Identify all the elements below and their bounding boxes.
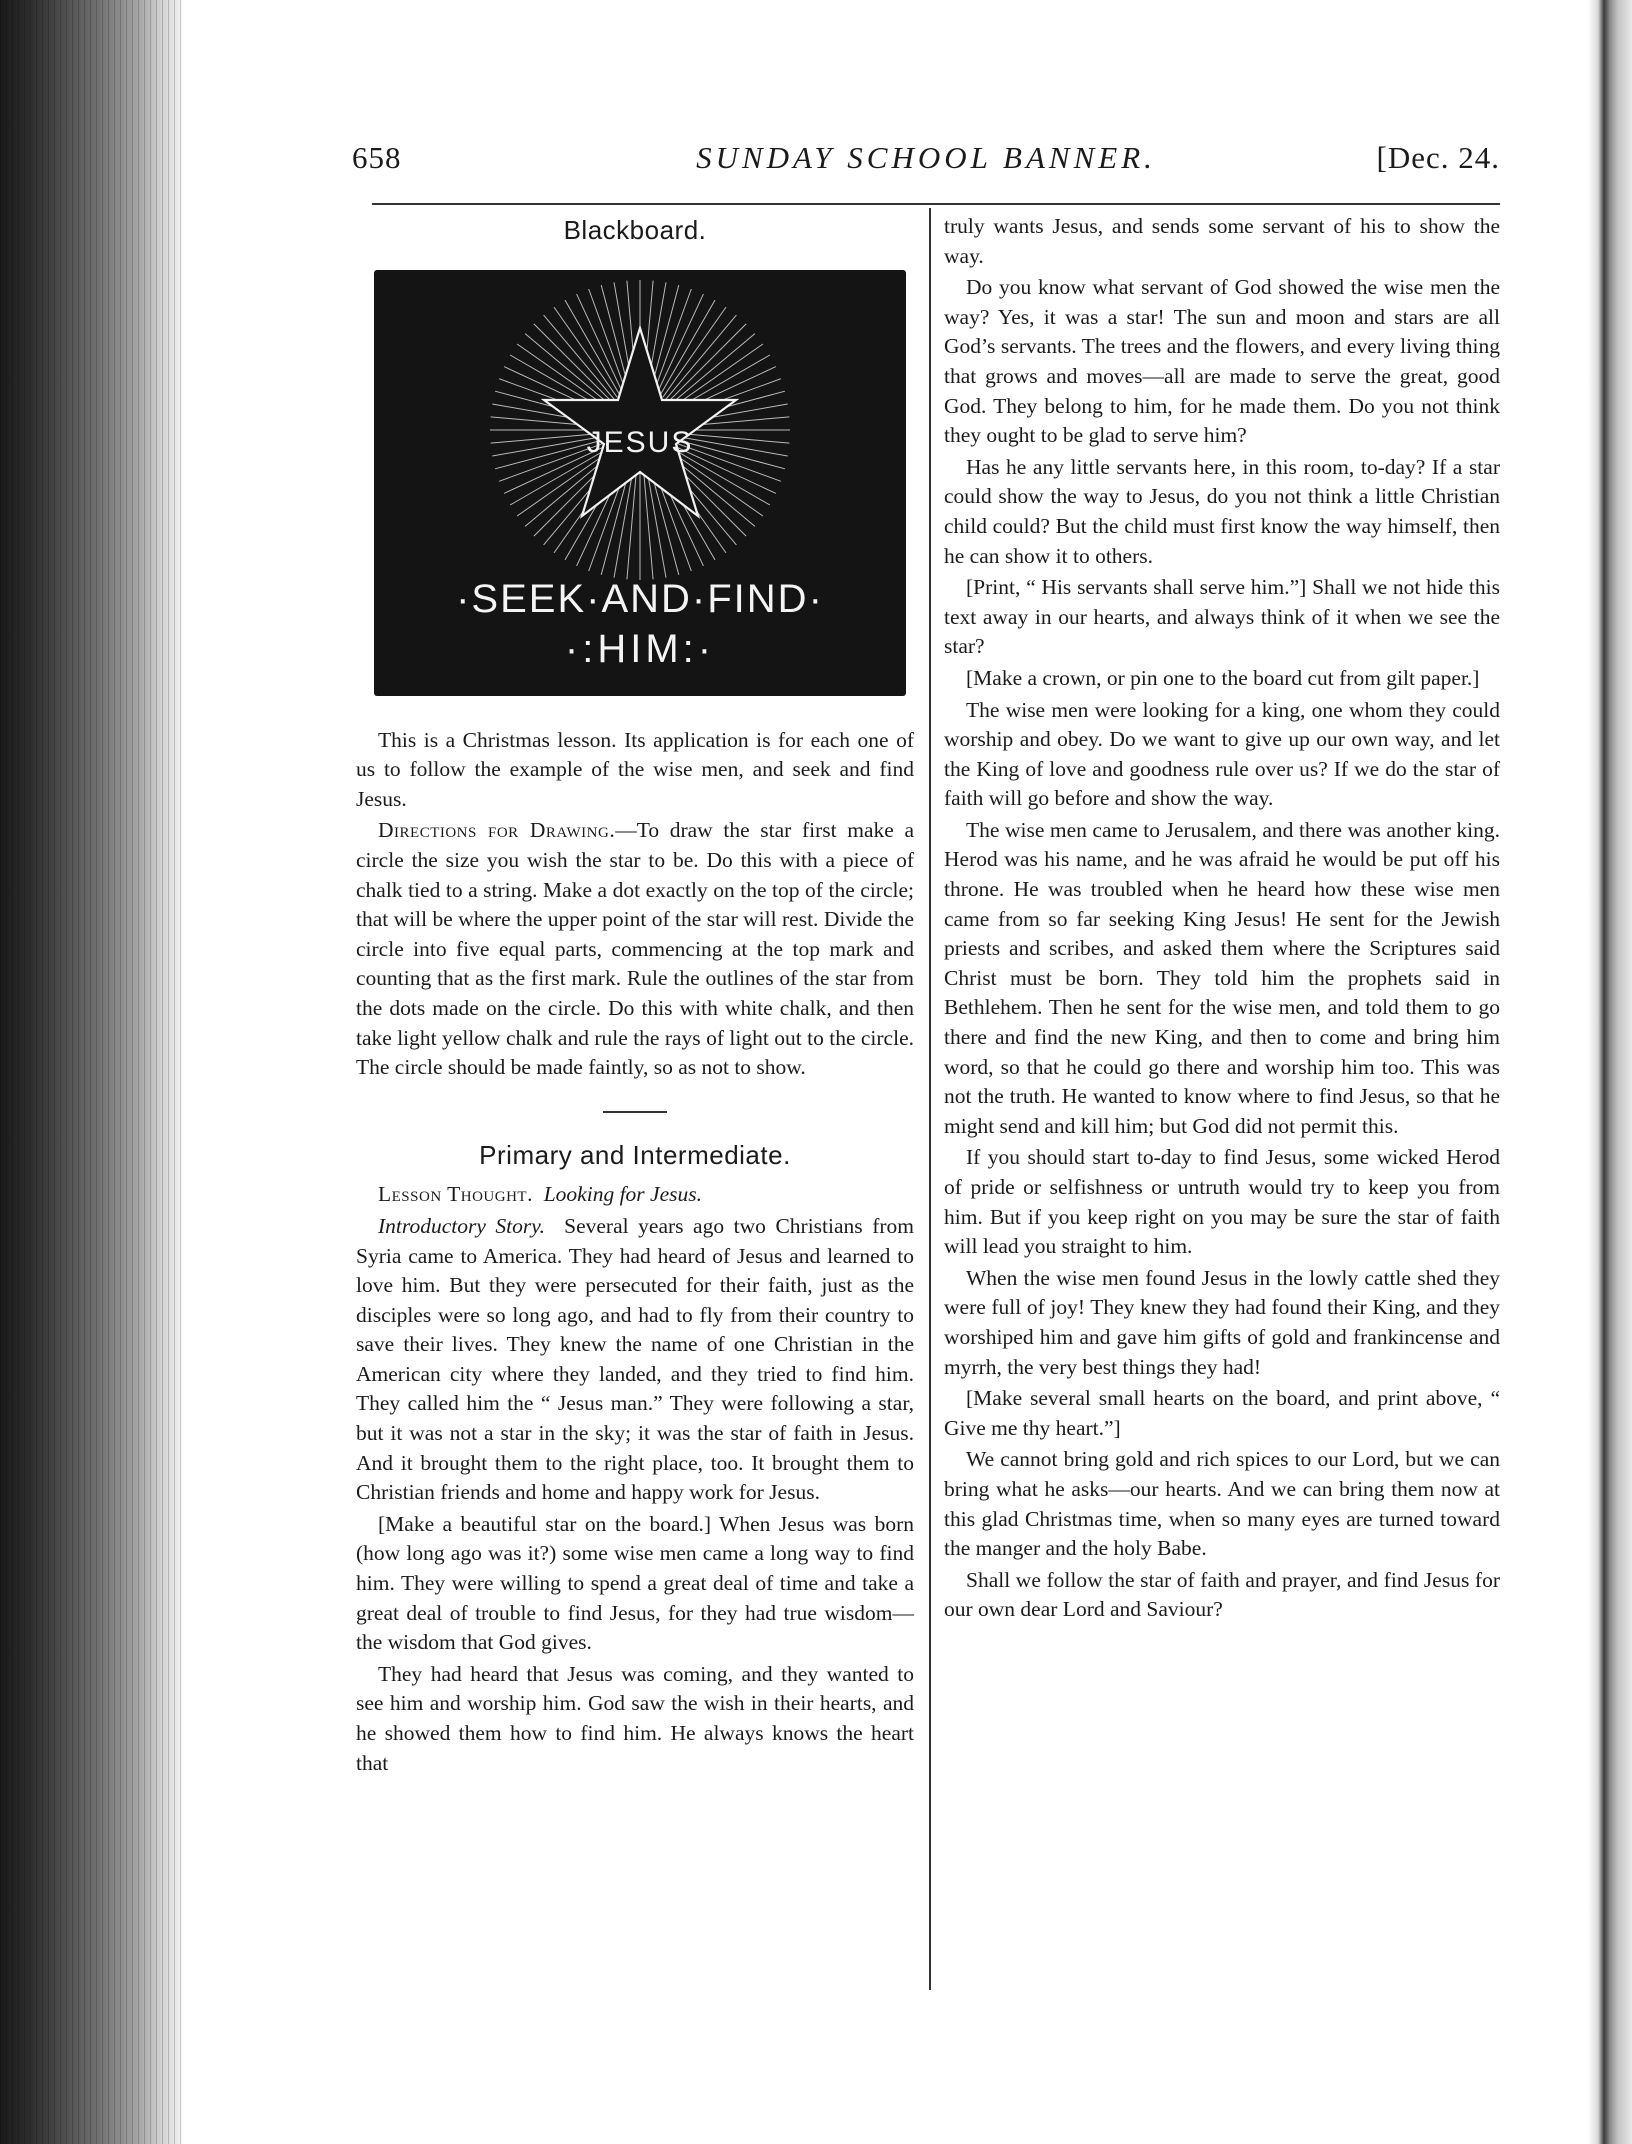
blackboard-illustration <box>374 270 906 696</box>
directions-text: —To draw the star first make a circle the size you wish the star to be. Do this with a piece of chalk tied to a string. Make a dot exactly on the top of the circle; that will be where the upper point of the star will rest. Divide the circle into five equal parts, commencing at the top mark and counting that as the first mark. Rule the outlines of the star from the dots made on the circle. Do this with white chalk, and then take light yellow chalk and rule the rays of light out to the circle. The circle should be made faintly, so as not to show. <box>356 818 914 1080</box>
paragraph-right-6: The wise men were looking for a king, one whom they could worship and obey. Do we want to give up our own way, and let the King of love and goodness rule over us? If we do the star of faith will go before and show the way. <box>944 697 1500 811</box>
column-divider <box>929 208 931 1990</box>
star-ray <box>679 440 785 468</box>
paragraph-right-4: [Print, “ His servants shall serve him.”] Shall we not hide this text away in our hearts, and always think of it when we see the star? <box>944 575 1500 659</box>
page-edge-lines <box>0 0 182 2144</box>
running-header <box>352 140 1500 186</box>
section-separator <box>603 1111 667 1113</box>
star-ray <box>679 436 787 455</box>
star-ray <box>657 294 704 394</box>
star-ray <box>491 433 601 443</box>
paragraph-story <box>356 1212 914 1508</box>
issue-date: [Dec. 24. <box>1376 140 1500 175</box>
star-ray <box>492 436 600 455</box>
seek-and-find-text: ·SEEK·AND·FIND· <box>456 576 824 621</box>
paragraph-directions <box>356 816 914 1082</box>
star-ray <box>644 469 654 579</box>
him-text: ·:HIM:· <box>564 626 716 671</box>
paragraph-right-2: Do you know what servant of God showed the wise men the way? Yes, it was a star! The sun and moon and stars are all God’s servants. The trees and the flowers, and every living thing that grows and moves—all are made to serve the great, good God. They belong to him, for he made them. Do you not think they ought to be glad to serve him? <box>944 275 1500 448</box>
paragraph-right-10: [Make several small hearts on the board, and print above, “ Give me thy heart.”] <box>944 1386 1500 1440</box>
star-ray <box>589 289 627 392</box>
lesson-thought-label: Lesson Thought. <box>378 1182 533 1207</box>
star-ray <box>565 300 620 395</box>
paragraph-right-1: truly wants Jesus, and sends some servant of his to show the way. <box>944 214 1500 268</box>
star-ray <box>495 440 601 468</box>
paragraph-right-9: When the wise men found Jesus in the lowly cattle shed they were full of joy! They knew they had found their King, and they worshiped him and gave him gifts of gold and frankincense and myrrh, the very best things they had! <box>944 1265 1500 1379</box>
paragraph-lesson-thought <box>356 1180 914 1210</box>
header-rule <box>372 203 1500 205</box>
star-ray <box>654 289 692 392</box>
paragraph-star-board: [Make a beautiful star on the board.] When Jesus was born (how long ago was it?) some wise men came a long way to find him. They were willing to spend a great deal of time and take a great deal of trouble to find Jesus, for they had true wisdom—the wisdom that God gives. <box>356 1511 914 1655</box>
primary-intermediate-heading: Primary and Intermediate. <box>479 1139 791 1170</box>
book-right-edge <box>1588 0 1632 2144</box>
star-jesus-text: JESUS <box>586 425 694 459</box>
paragraph-right-5: [Make a crown, or pin one to the board cut from gilt paper.] <box>966 665 1480 690</box>
lesson-thought-text: Looking for Jesus. <box>543 1182 702 1207</box>
star-ray <box>577 294 624 394</box>
star-ray <box>680 433 790 443</box>
directions-label: Directions for Drawing. <box>378 818 616 843</box>
paragraph-heard: They had heard that Jesus was coming, and they wanted to see him and worship him. God saw the wish in their hearts, and he showed them how to find him. He always knows the heart that <box>356 1661 914 1775</box>
blackboard-drawing <box>374 270 906 696</box>
story-label: Introductory Story. <box>378 1213 546 1238</box>
publication-title: SUNDAY SCHOOL BANNER. <box>696 140 1156 175</box>
right-column <box>944 212 1500 1627</box>
paragraph-intro: This is a Christmas lesson. Its application is for each one of us to follow the example of the wise men, and seek and find Jesus. <box>356 727 914 811</box>
paragraph-right-7: The wise men came to Jerusalem, and there was another king. Herod was his name, and he was afraid he would be put off his throne. He was troubled when he heard how these wise men came from so far seeking King Jesus! He sent for the Jewish priests and scribes, and asked them where the Scriptures said Christ must be born. They told him the prophets said in Bethlehem. Then he sent for the wise men, and told them to go there and find the new King, and then to come and bring him word, so that he could go there and worship him too. This was not the truth. He wanted to know where to find Jesus, so that he might send and kill him; but God did not permit this. <box>944 817 1500 1138</box>
star-ray <box>534 323 612 401</box>
page-number: 658 <box>352 140 402 175</box>
star-ray <box>668 323 746 401</box>
star-ray <box>627 469 637 579</box>
paragraph-right-8: If you should start to-day to find Jesus, some wicked Herod of pride or selfishness or untruth would try to keep you from him. But if you keep right on you may be sure the star of faith will lead you straight to him. <box>944 1145 1500 1259</box>
paragraph-right-11: We cannot bring gold and rich spices to our Lord, but we can bring what he asks—our hearts. And we can bring them now at this glad Christmas time, when so many eyes are turned toward the manger and the holy Babe. <box>944 1447 1500 1561</box>
paragraph-right-3: Has he any little servants here, in this room, to-day? If a star could show the way to Jesus, do you not think a little Christian child could? But the child must first know the way himself, then he can show it to others. <box>944 454 1500 568</box>
paragraph-right-12: Shall we follow the star of faith and prayer, and find Jesus for our own dear Lord and Saviour? <box>944 1567 1500 1622</box>
story-text: Several years ago two Christians from Syria came to America. They had heard of Jesus and learned to love him. But they were persecuted for their faith, just as the disciples were so long ago, and had to fly from their country to save their lives. They knew the name of one Christian in the American city where they landed, and they tried to find him. They called him the “ Jesus man.” They were following a star, but it was not a star in the sky; it was the star of faith in Jesus. And it brought them to the right place, too. It brought them to Christian friends and home and happy work for Jesus. <box>356 1213 915 1505</box>
left-column <box>356 212 914 1780</box>
star-ray <box>660 300 715 395</box>
blackboard-heading: Blackboard. <box>563 215 707 245</box>
